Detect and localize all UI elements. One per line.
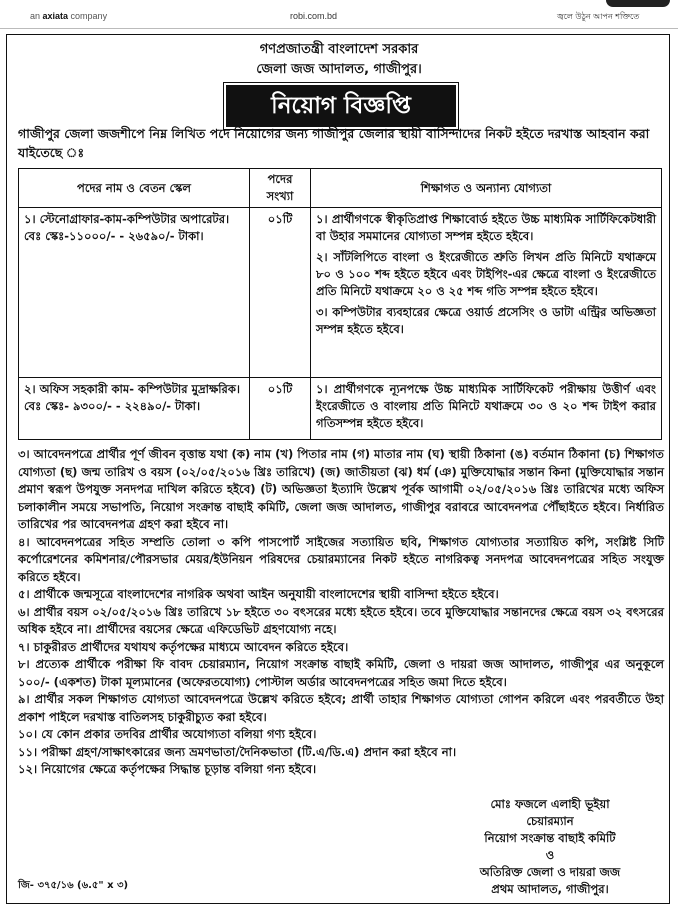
condition-item: ৫। প্রার্থীকে জন্মসূত্রে বাংলাদেশের নাগরিক অথবা আইন অনুযায়ী বাংলাদেশের স্থায়ী বাসিন্দা হইতে হইবে।: [18, 587, 499, 601]
condition-item: ৩। আবেদনপত্রে প্রার্থীর পূর্ণ জীবন বৃত্তান্ত যথা (ক) নাম (খ) পিতার নাম (গ) মাতার নাম (ঘ) স্থায়ী ঠিকানা (ঙ) বর্তমান ঠিকানা (চ) শিক্ষাগত যোগ্যতা (ছ) জন্ম তারিখ ও বয়স (০২/০৫/২০১৬ খ্রিঃ তারিখে) (জ) জাতীয়তা (ঝ) ধর্ম (ঞ) মুক্তিযোদ্ধার সন্তান কিনা (মুক্তিযোদ্ধার সন্তান প্রমাণ স্বরূপ উপযুক্ত সনদপত্র দাখিল করিতে হইবে) (ট) অভিজ্ঞতা ইত্যাদি উল্লেখ পূর্বক আগামী ০২/০৫/২০১৬ খ্রিঃ তারিখের মধ্যে অফিস চলাকালীন সময়ে সভাপতি, নিয়োগ সংক্রান্ত বাছাই কমিটি, জেলা জজ আদালত, গাজীপুর বরাবরে আবেদনপত্র পৌঁছাইতে হইবে। নির্ধারিত তারিখের পর আবেদনপত্র গ্রহণ করা হইবে না।: [18, 447, 664, 531]
ad-tagline: জ্বলে উঠুন আপন শক্তিতে: [557, 12, 640, 21]
table-row: [19, 378, 662, 440]
qualification-cell: [311, 378, 662, 440]
notice-title: নিয়োগ বিজ্ঞপ্তি: [226, 85, 456, 127]
post-count: ০১টি: [250, 378, 311, 440]
post-cell: [19, 378, 250, 440]
signatory-court: প্রথম আদালত, গাজীপুর।: [491, 882, 609, 896]
condition-item: ৮। প্রত্যেক প্রার্থীকে পরীক্ষা ফি বাবদ চেয়ারম্যান, নিয়োগ সংক্রান্ত বাছাই কমিটি, জেলা ও দায়রা জজ আদালত, গাজীপুর এর অনুকূলে ১০০/- (একশত) টাকা মূল্যমানের (অফেরতযোগ্য) পোস্টাল অর্ডার আবেদনপত্রের সহিত জমা দিতে হইবে।: [18, 657, 664, 689]
government-name: গণপ্রজাতন্ত্রী বাংলাদেশ সরকার: [259, 42, 419, 57]
condition-item: ৭। চাকুরীরত প্রার্থীদের যথাযথ কর্তৃপক্ষের মাধ্যমে আবেদন করিতে হইবে।: [18, 639, 349, 654]
header-qualification: শিক্ষাগত ও অন্যান্য যোগ্যতা: [311, 169, 662, 208]
intro-text: গাজীপুর জেলা জজশীপে নিম্ন লিখিত পদে নিয়োগের জন্য গাজীপুর জেলার স্থায়ী বাসিন্দাদের নিকট হইতে দরখাস্ত আহবান করা যাইতেছে ঃ: [18, 126, 650, 160]
post-name: ২। অফিস সহকারী কাম- কম্পিউটার মুদ্রাক্ষরিক।: [24, 382, 241, 396]
posts-table: [18, 168, 662, 440]
condition-item: ১২। নিয়োগের ক্ষেত্রে কর্তৃপক্ষের সিদ্ধান্ত চূড়ান্ত বলিয়া গন্য হইবে।: [18, 762, 317, 776]
post-count: ০১টি: [250, 208, 311, 378]
court-name: জেলা জজ আদালত, গাজীপুর।: [256, 62, 422, 77]
post-name: ১। স্টেনোগ্রাফার-কাম-কম্পিউটার অপারেটর।: [24, 212, 230, 226]
company-prefix: an: [30, 11, 43, 21]
table-row: [19, 208, 662, 378]
qualification-cell: [311, 208, 662, 378]
company-brand: axiata: [42, 11, 69, 21]
site-url: robi.com.bd: [290, 11, 338, 21]
qualification-item: ১। প্রার্থীগণকে স্বীকৃতিপ্রাপ্ত শিক্ষাবোর্ড হইতে উচ্চ মাধ্যমিক সার্টিফিকেটধারী বা উহার সমমানের যোগ্যতা সম্পন্ন হইতে হইবে।: [316, 212, 656, 243]
signatory-and: ও: [545, 848, 555, 862]
qualification-item: ১। প্রার্থীগণকে ন্যূনপক্ষে উচ্চ মাধ্যমিক সার্টিফিকেট পরীক্ষায় উত্তীর্ণ এবং ইংরেজীতে ও বাংলায় প্রতি মিনিটে যথাক্রমে ৩০ ও ২০ শব্দ টাইপ করার গতিসম্পন্ন হইতে হইবে।: [316, 382, 656, 430]
qualification-item: ২। সাঁটলিপিতে বাংলা ও ইংরেজীতে শ্রুতি লিখন প্রতি মিনিটে যথাক্রমে ৮০ ও ১০০ শব্দ হইতে হইবে এবং টাইপিং-এর ক্ষেত্রে বাংলা ও ইংরেজীতে প্রতি মিনিটে যথাক্রমে ২০ ও ২৫ শব্দ গতি সম্পন্ন হইতে হইবে।: [316, 250, 656, 298]
ad-reference: জি- ৩৭৫/১৬ (৬.৫" x ৩): [18, 880, 129, 891]
condition-item: ১০। যে কোন প্রকার তদবির প্রার্থীর অযোগ্যতা বলিয়া গণ্য হইবে।: [18, 727, 317, 741]
condition-item: ৯। প্রার্থীর সকল শিক্ষাগত যোগ্যতা আবেদনপত্রে উল্লেখ করিতে হইবে; প্রার্থী তাহার শিক্ষাগত যোগ্যতা গোপন করিলে এবং পরবর্তীতে উহা প্রকাশ পাইলে দরখাস্ত বাতিলসহ চাকুরীচ্যুত করা হইবে।: [18, 692, 664, 724]
company-tagline: [30, 11, 107, 21]
post-cell: [19, 208, 250, 378]
logo-shape: [606, 0, 670, 7]
signatory-office: অতিরিক্ত জেলা ও দায়রা জজ: [479, 865, 621, 879]
signatory-title: চেয়ারম্যান: [526, 814, 574, 828]
signature-block: [430, 796, 670, 898]
table-header-row: [19, 169, 662, 208]
condition-item: ৪। আবেদনপত্রের সহিত সম্প্রতি তোলা ৩ কপি পাসপোর্ট সাইজের সত্যায়িত ছবি, শিক্ষাগত যোগ্যতার সত্যায়িত কপি, সংশ্লিষ্ট সিটি কর্পোরেশনের কমিশনার/পৌরসভার মেয়র/ইউনিয়ন পরিষদের চেয়ারম্যানের নিকট হইতে নাগরিকত্ব সনদপত্র আবেদনপত্রের সহিত সংযুক্ত করিতে হইবে।: [18, 534, 664, 584]
conditions-list: [18, 446, 664, 779]
condition-item: ৬। প্রার্থীর বয়স ০২/০৫/২০১৬ খ্রিঃ তারিখে ১৮ হইতে ৩০ বৎসরের মধ্যে হইতে হইবে। তবে মুক্তিযোদ্ধার সন্তানদের ক্ষেত্রে বয়স ৩২ বৎসরের অধিক হইবে না। প্রার্থীদের বয়সের ক্ষেত্রে এফিডেভিট গ্রহণযোগ্য নহে।: [18, 604, 664, 636]
qualification-item: ৩। কম্পিউটার ব্যবহারের ক্ষেত্রে ওয়ার্ড প্রসেসিং ও ডাটা এন্ট্রির অভিজ্ঞতা সম্পন্ন হইতে হইবে।: [316, 305, 656, 336]
header-post: পদের নাম ও বেতন স্কেল: [19, 169, 250, 208]
company-suffix: company: [68, 11, 108, 21]
newspaper-ad-strip: [0, 0, 678, 29]
signatory-name: মোঃ ফজলে এলাহী ভূইয়া: [490, 797, 610, 811]
signatory-committee: নিয়োগ সংক্রান্ত বাছাই কমিটি: [484, 831, 616, 845]
pay-scale: বেঃ স্কেঃ-১১০০০/- - ২৬৫৯০/- টাকা।: [24, 229, 204, 243]
condition-item: ১১। পরীক্ষা গ্রহণ/সাক্ষাৎকারের জন্য ভ্রমণভাতা/দৈনিকভাতা (টি.এ/ডি.এ) প্রদান করা হইবে না।: [18, 744, 457, 759]
header-count: পদের সংখ্যা: [250, 169, 311, 208]
pay-scale: বেঃ স্কেঃ- ৯৩০০/- - ২২৪৯০/- টাকা।: [24, 399, 201, 413]
